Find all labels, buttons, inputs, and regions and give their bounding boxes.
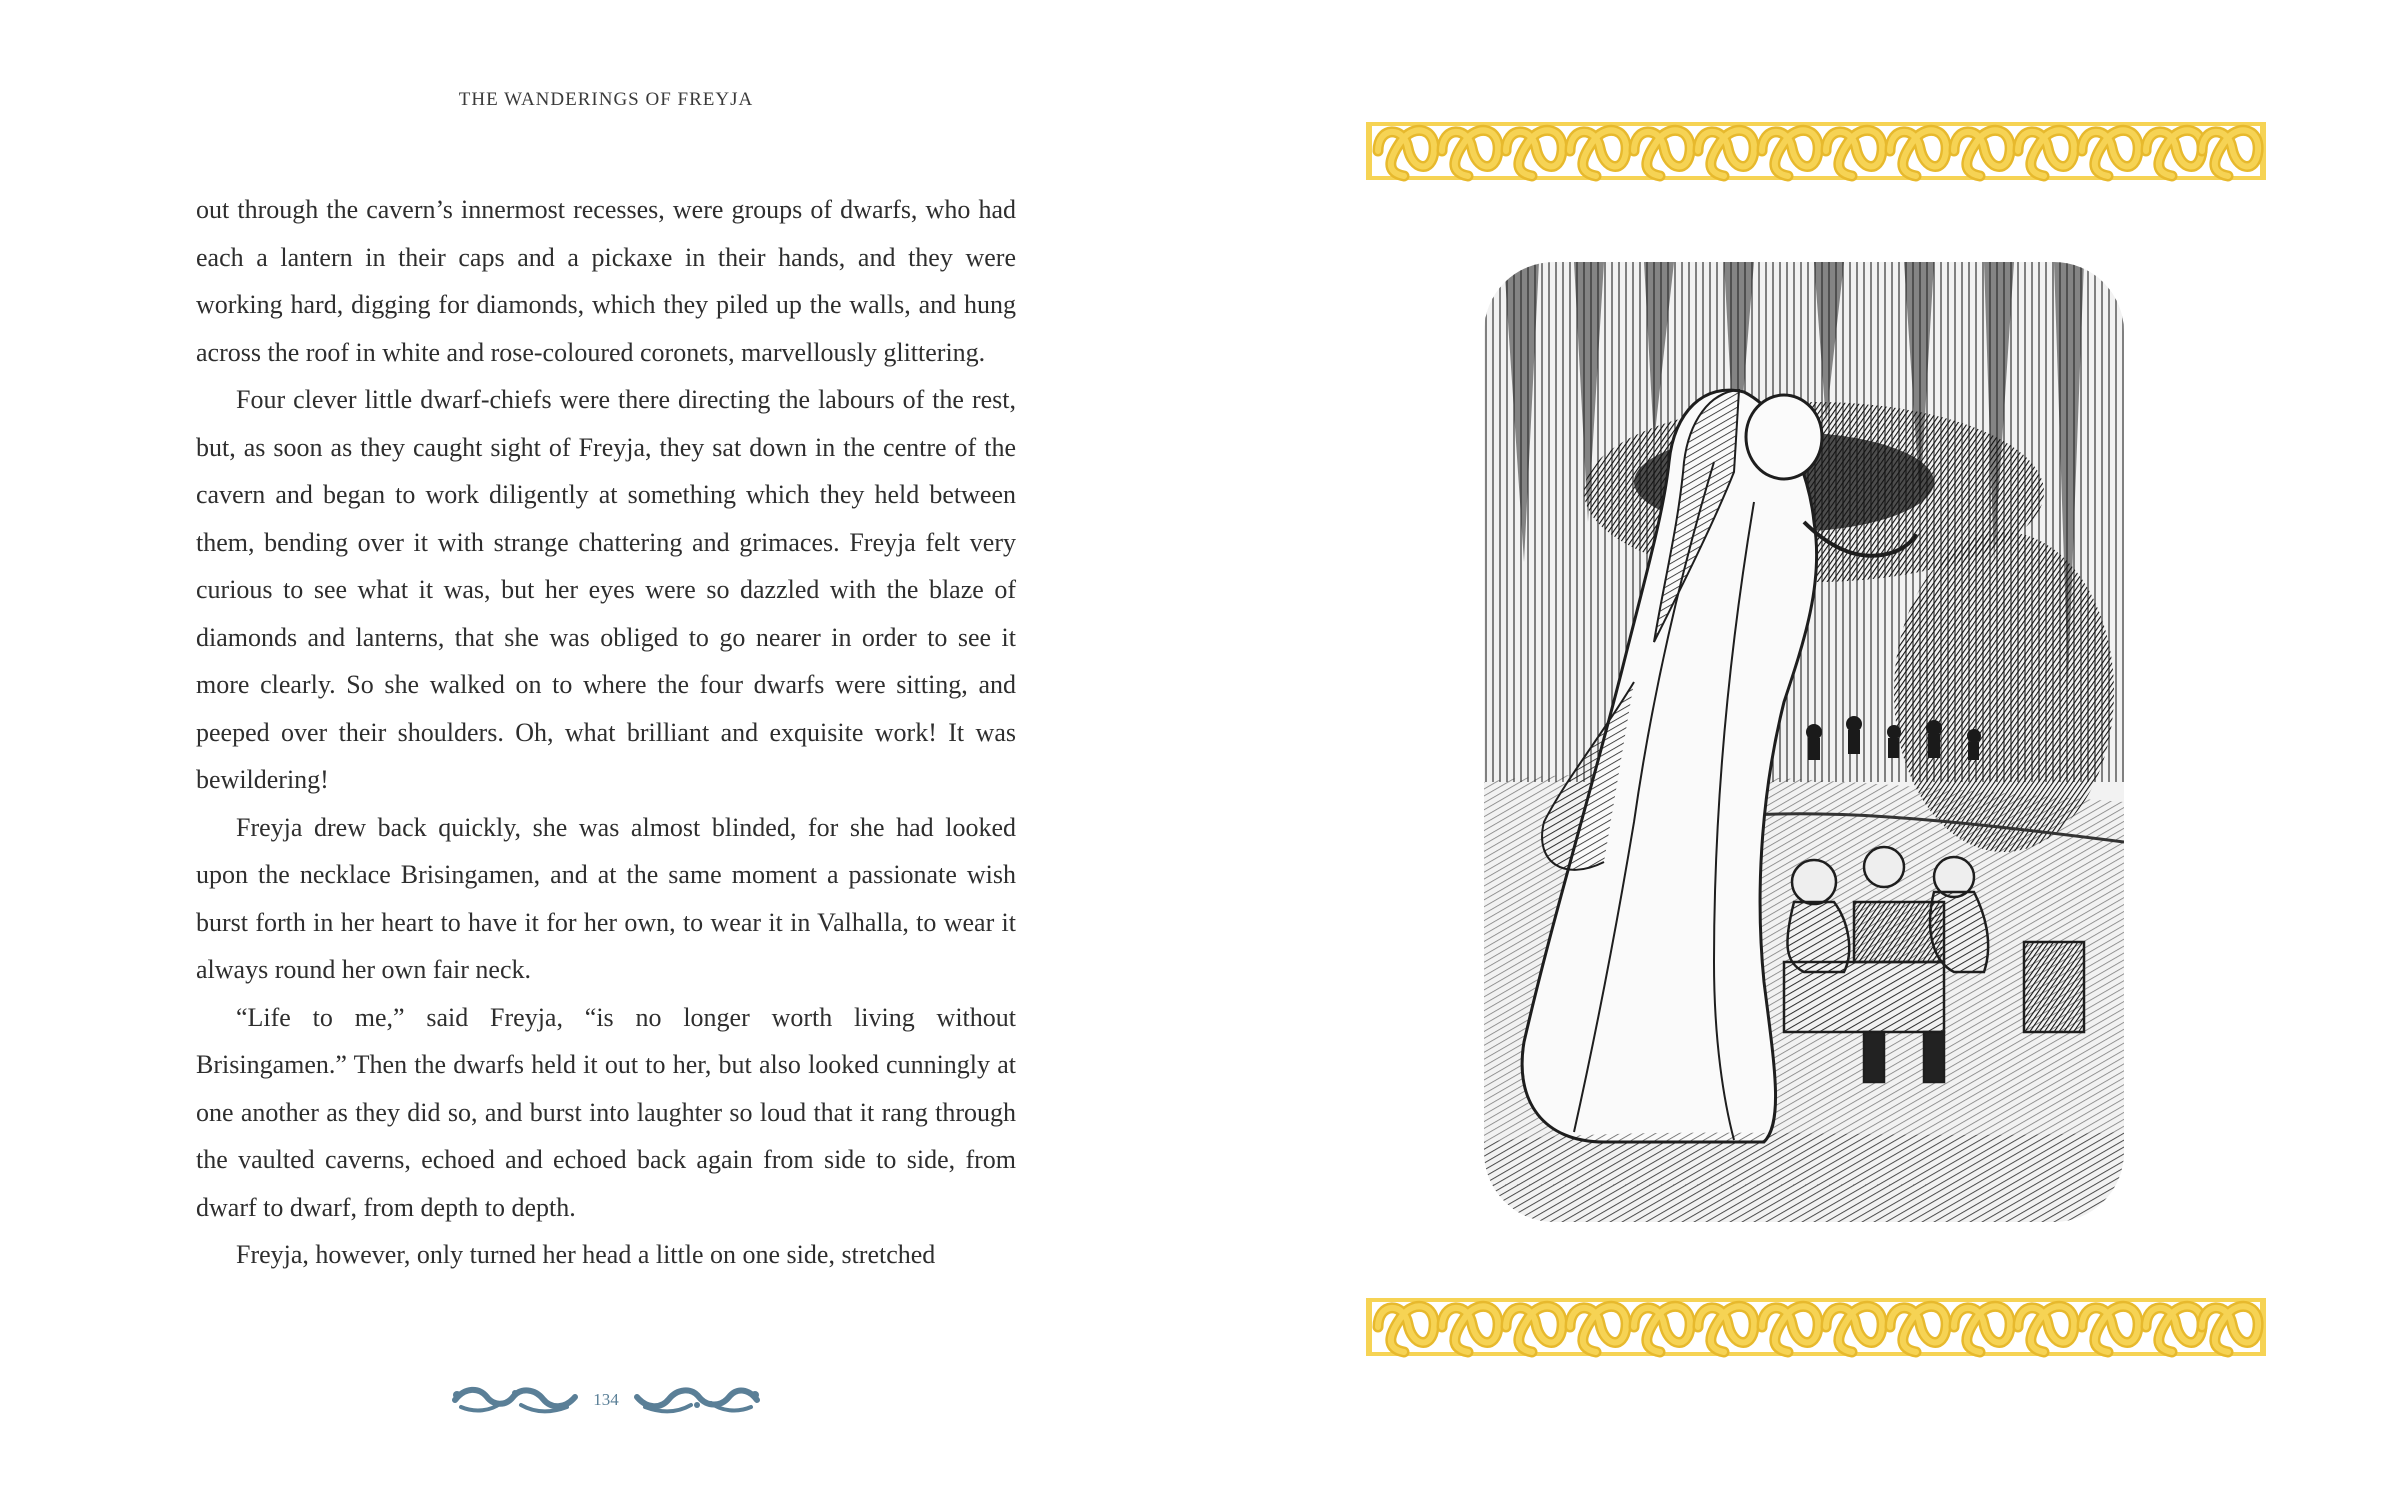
page-number: 134 bbox=[593, 1390, 619, 1409]
right-page bbox=[1200, 0, 2400, 1500]
running-head: THE WANDERINGS OF FREYJA bbox=[458, 89, 754, 110]
engraving-freyja-and-dwarfs-icon bbox=[1484, 262, 2124, 1222]
scroll-ornament-right-icon bbox=[633, 1385, 761, 1415]
celtic-knot-band-bottom-icon bbox=[1366, 1294, 2266, 1360]
paragraph-2: Four clever little dwarf-chiefs were there directing the labours of the rest, but, as soon as they caught sight of Freyja, they sat down in the centre of the cavern and began to work diligently at something which they held between them, bending over it with strange chattering and grimaces. Freyja felt very curious to see what it was, but her eyes were so dazzled with the blaze of diamonds and lanterns, that she was obliged to go nearer in order to see it more clearly. So she walked on to where the four dwarfs were sitting, and peeped over their shoulders. Oh, what brilliant and exquisite work! It was bewildering! bbox=[196, 385, 1016, 794]
folio bbox=[456, 1380, 756, 1420]
scroll-ornament-left-icon bbox=[451, 1385, 579, 1415]
body-text bbox=[196, 186, 1016, 1279]
paragraph-5: Freyja, however, only turned her head a little on one side, stretched bbox=[236, 1240, 936, 1269]
paragraph-1: out through the cavern’s innermost recesses, were groups of dwarfs, who had each a lantern in their caps and a pickaxe in their hands, and they were working hard, digging for diamonds, which they piled up the walls, and hung across the roof in white and rose-coloured coronets, marvellously glittering. bbox=[196, 195, 1016, 367]
celtic-knot-band-top-icon bbox=[1366, 118, 2266, 184]
paragraph-4: “Life to me,” said Freyja, “is no longer worth living without Brisingamen.” Then the dwarfs held it out to her, but also looked cunningly at one another as they did so, and burst into laughter so loud that it rang through the vaulted caverns, echoed and echoed back again from side to side, from dwarf to dwarf, from depth to depth. bbox=[196, 1002, 1016, 1222]
paragraph-3: Freyja drew back quickly, she was almost blinded, for she had looked upon the necklace Brisingamen, and at the same moment a passionate wish burst forth in her heart to have it for her own, to wear it in Valhalla, to wear it always round her own fair neck. bbox=[196, 812, 1016, 984]
